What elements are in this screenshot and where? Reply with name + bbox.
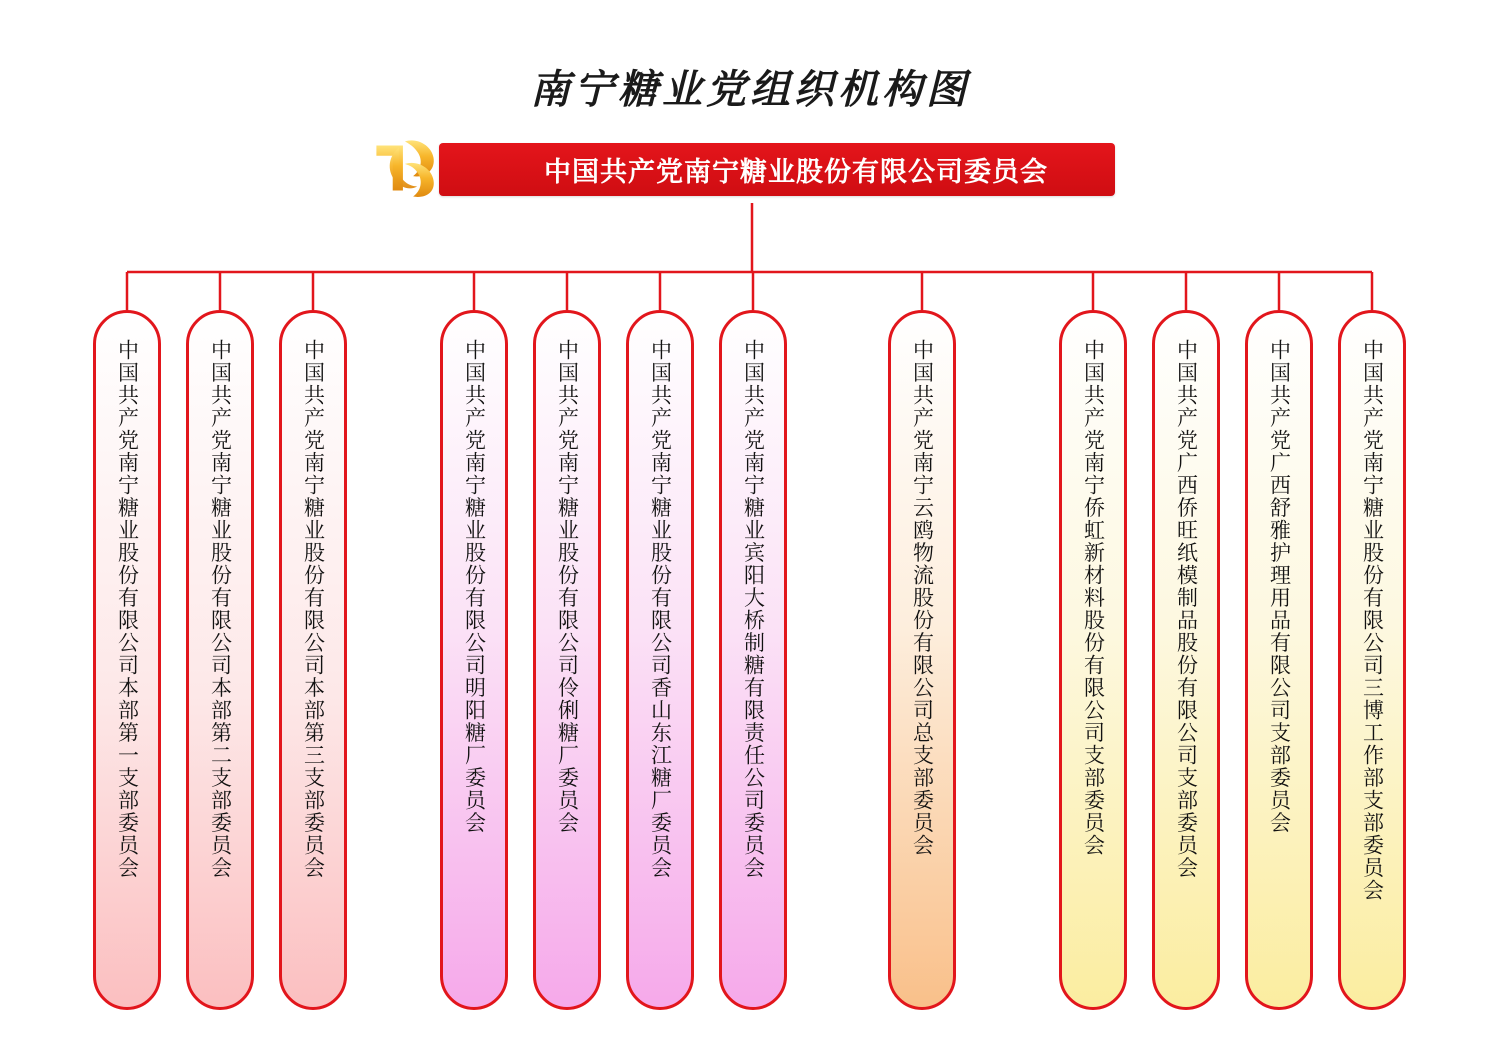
org-node-label: 中国共产党南宁糖业股份有限公司三博工作部支部委员会	[1360, 339, 1384, 902]
org-node[interactable]	[1152, 310, 1220, 1010]
org-node[interactable]	[440, 310, 508, 1010]
org-node-label: 中国共产党南宁侨虹新材料股份有限公司支部委员会	[1081, 339, 1105, 857]
org-node[interactable]	[1059, 310, 1127, 1010]
org-node-label: 中国共产党南宁糖业股份有限公司香山东江糖厂委员会	[648, 339, 672, 879]
org-node-label: 中国共产党南宁糖业股份有限公司伶俐糖厂委员会	[555, 339, 579, 834]
org-node-label: 中国共产党南宁糖业股份有限公司本部第三支部委员会	[301, 339, 325, 879]
org-node[interactable]	[626, 310, 694, 1010]
org-node[interactable]	[888, 310, 956, 1010]
page-title: 南宁糖业党组织机构图	[530, 66, 970, 113]
root-node-label: 中国共产党南宁糖业股份有限公司委员会	[544, 157, 1048, 187]
root-node[interactable]	[355, 134, 1115, 202]
org-node-label: 中国共产党南宁糖业股份有限公司本部第一支部委员会	[115, 339, 139, 879]
org-node-label: 中国共产党南宁糖业股份有限公司本部第二支部委员会	[208, 339, 232, 879]
root-node-bar	[439, 143, 1115, 196]
org-node-label: 中国共产党南宁糖业股份有限公司明阳糖厂委员会	[462, 339, 486, 834]
org-node[interactable]	[1338, 310, 1406, 1010]
org-node-label: 中国共产党广西侨旺纸模制品股份有限公司支部委员会	[1174, 339, 1198, 879]
org-node[interactable]	[719, 310, 787, 1010]
party-emblem-icon	[355, 134, 459, 202]
org-node[interactable]	[1245, 310, 1313, 1010]
org-node[interactable]	[93, 310, 161, 1010]
org-node[interactable]	[533, 310, 601, 1010]
org-node-label: 中国共产党南宁糖业宾阳大桥制糖有限责任公司委员会	[741, 339, 765, 879]
org-node-label: 中国共产党广西舒雅护理用品有限公司支部委员会	[1267, 339, 1291, 834]
org-node[interactable]	[279, 310, 347, 1010]
org-node[interactable]	[186, 310, 254, 1010]
org-node-label: 中国共产党南宁云鸥物流股份有限公司总支部委员会	[910, 339, 934, 857]
